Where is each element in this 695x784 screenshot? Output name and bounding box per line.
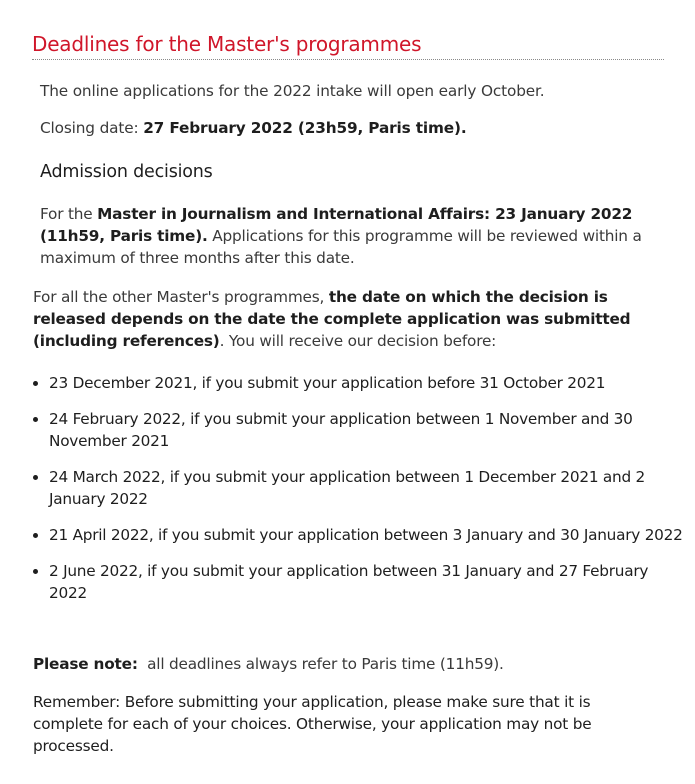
other-programmes-text: [33, 286, 653, 352]
bullet-icon: [33, 417, 38, 422]
list-item-text: 23 December 2021, if you submit your application before 31 October 2021: [49, 374, 606, 392]
journalism-deadline-text: [40, 203, 670, 269]
journalism-suffix: Applications for this programme will be reviewed within a maximum of three months after this date.: [40, 227, 642, 267]
bullet-icon: [33, 381, 38, 386]
list-item-text: 24 February 2022, if you submit your application between 1 November and 30 November 2021: [49, 410, 633, 450]
reminder-text: Remember: Before submitting your application, please make sure that it is complete for each of your choices. Otherwise, your application may not be processed.: [33, 693, 592, 755]
paris-time-note: [33, 653, 504, 675]
list-item: [33, 560, 683, 604]
other-prefix: For all the other Master's programmes,: [33, 288, 329, 306]
bullet-icon: [33, 533, 38, 538]
journalism-deadline-bold: Master in Journalism and International Affairs: 23 January 2022 (11h59, Paris time).: [40, 205, 633, 245]
closing-date-label: Closing date:: [40, 119, 144, 137]
bullet-icon: [33, 569, 38, 574]
closing-date-text: [40, 117, 467, 139]
admission-decisions-heading: Admission decisions: [40, 162, 213, 182]
section-title: Deadlines for the Master's programmes: [32, 32, 422, 56]
list-item-text: 24 March 2022, if you submit your application between 1 December 2021 and 2 January 2022: [49, 468, 646, 508]
list-item: [33, 466, 683, 510]
decision-dates-list: [33, 372, 683, 618]
bullet-icon: [33, 475, 38, 480]
note-text: all deadlines always refer to Paris time (11h59).: [137, 655, 504, 673]
title-divider: [32, 59, 664, 60]
closing-date-value: 27 February 2022 (23h59, Paris time).: [143, 119, 467, 137]
other-bold: the date on which the decision is released depends on the date the complete application was submitted (including references): [33, 288, 631, 350]
list-item-text: 2 June 2022, if you submit your application between 31 January and 27 February 2022: [49, 562, 649, 602]
list-item-text: 21 April 2022, if you submit your application between 3 January and 30 January 2022: [49, 526, 683, 544]
note-label: Please note:: [33, 655, 138, 673]
list-item: [33, 372, 683, 394]
intake-opening-text: The online applications for the 2022 intake will open early October.: [40, 82, 545, 100]
other-suffix: . You will receive our decision before:: [219, 332, 497, 350]
list-item: [33, 524, 683, 546]
journalism-prefix: For the: [40, 205, 98, 223]
list-item: [33, 408, 683, 452]
